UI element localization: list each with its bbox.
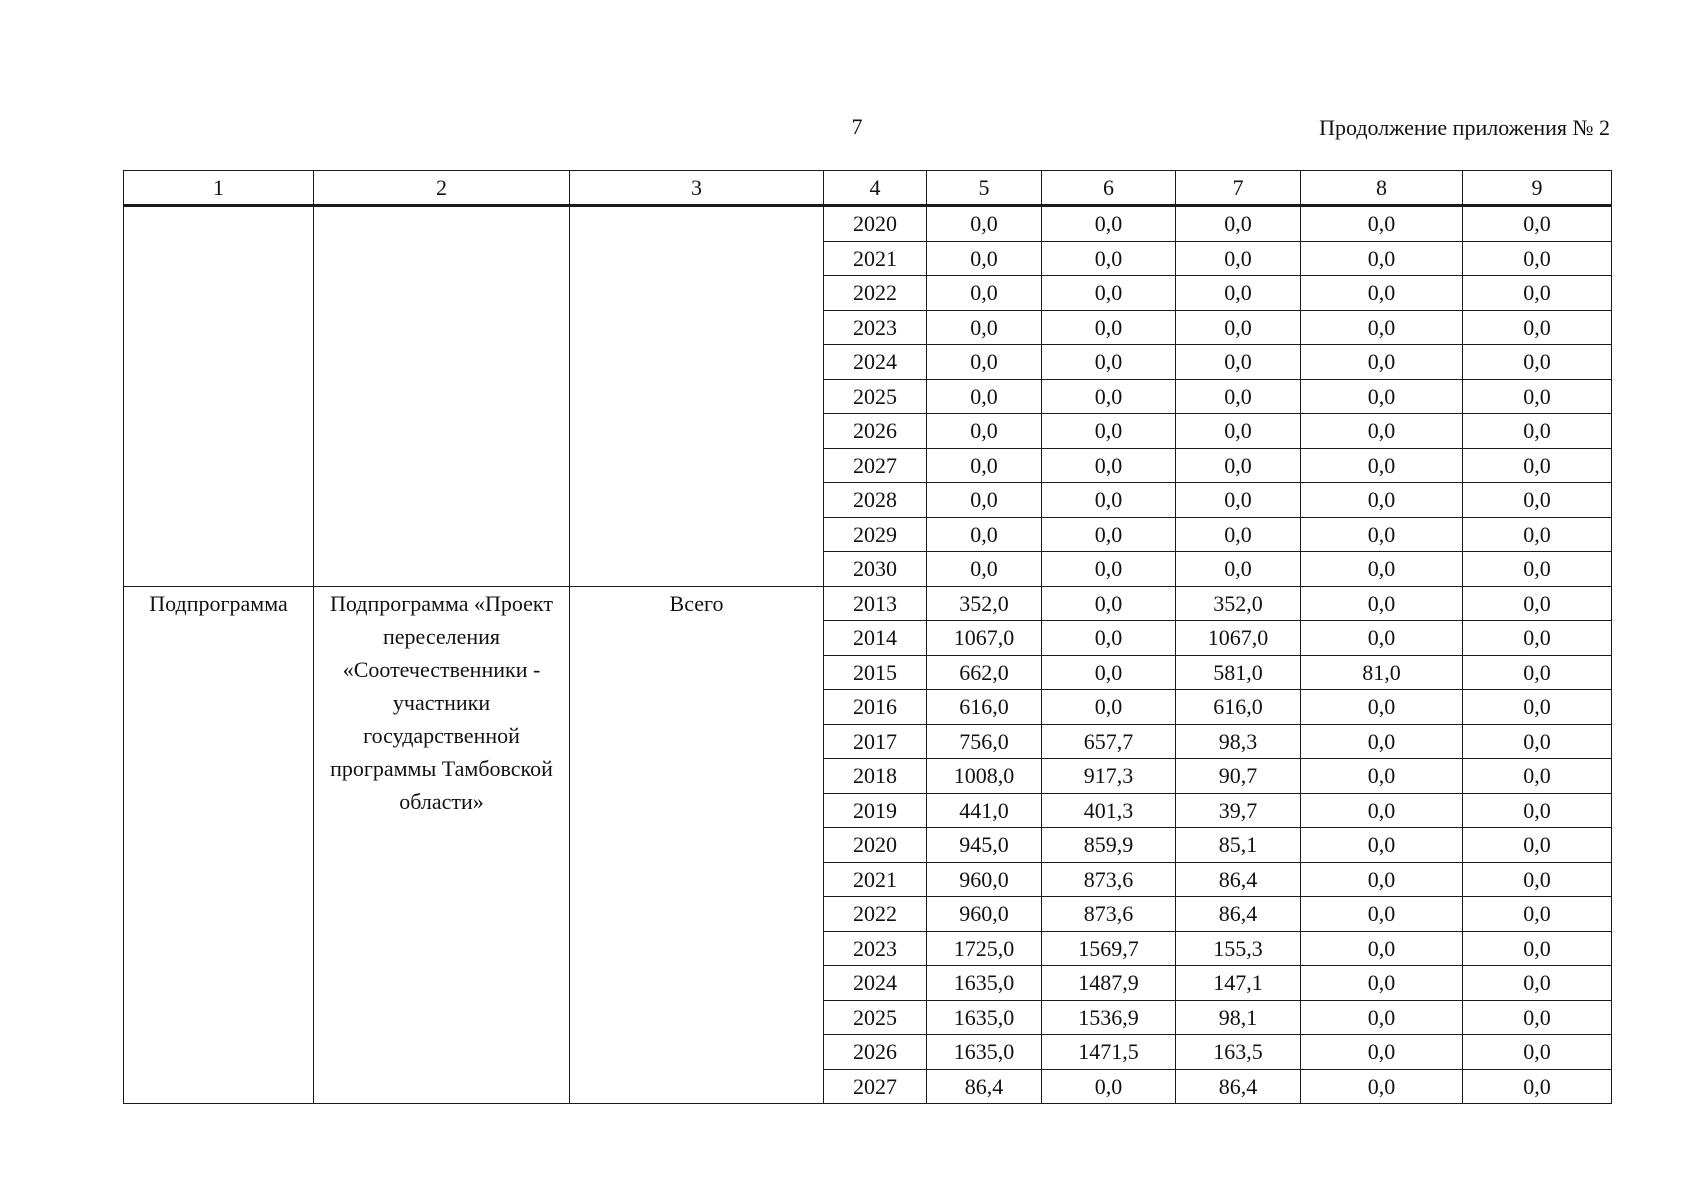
federal-budget-cell: 0,0 (1042, 655, 1176, 690)
local-budget-cell: 0,0 (1301, 1035, 1463, 1070)
extrabudgetary-cell: 0,0 (1463, 1069, 1612, 1104)
local-budget-cell: 0,0 (1301, 690, 1463, 725)
year-cell: 2018 (824, 759, 927, 794)
total-cell: 0,0 (927, 310, 1042, 345)
year-cell: 2017 (824, 724, 927, 759)
regional-budget-cell: 39,7 (1176, 793, 1301, 828)
regional-budget-cell: 352,0 (1176, 586, 1301, 621)
federal-budget-cell: 873,6 (1042, 897, 1176, 932)
federal-budget-cell: 1536,9 (1042, 1000, 1176, 1035)
local-budget-cell: 0,0 (1301, 1069, 1463, 1104)
column-header: 3 (570, 171, 824, 206)
regional-budget-cell: 98,3 (1176, 724, 1301, 759)
year-cell: 2025 (824, 379, 927, 414)
table-body (124, 206, 1612, 1104)
total-cell: 756,0 (927, 724, 1042, 759)
regional-budget-cell: 0,0 (1176, 379, 1301, 414)
local-budget-cell: 0,0 (1301, 793, 1463, 828)
year-cell: 2020 (824, 828, 927, 863)
extrabudgetary-cell: 0,0 (1463, 966, 1612, 1001)
year-cell: 2020 (824, 206, 927, 242)
year-cell: 2022 (824, 276, 927, 311)
federal-budget-cell: 917,3 (1042, 759, 1176, 794)
funding-source-cell (570, 206, 824, 587)
year-cell: 2024 (824, 966, 927, 1001)
regional-budget-cell: 0,0 (1176, 483, 1301, 518)
federal-budget-cell: 0,0 (1042, 379, 1176, 414)
column-header: 4 (824, 171, 927, 206)
regional-budget-cell: 0,0 (1176, 276, 1301, 311)
year-cell: 2023 (824, 931, 927, 966)
local-budget-cell: 0,0 (1301, 448, 1463, 483)
total-cell: 1725,0 (927, 931, 1042, 966)
extrabudgetary-cell: 0,0 (1463, 1000, 1612, 1035)
federal-budget-cell: 0,0 (1042, 448, 1176, 483)
federal-budget-cell: 0,0 (1042, 345, 1176, 380)
regional-budget-cell: 86,4 (1176, 897, 1301, 932)
extrabudgetary-cell: 0,0 (1463, 483, 1612, 518)
column-header: 8 (1301, 171, 1463, 206)
year-cell: 2016 (824, 690, 927, 725)
federal-budget-cell: 0,0 (1042, 517, 1176, 552)
local-budget-cell: 0,0 (1301, 759, 1463, 794)
extrabudgetary-cell: 0,0 (1463, 206, 1612, 242)
local-budget-cell: 0,0 (1301, 276, 1463, 311)
year-cell: 2022 (824, 897, 927, 932)
total-cell: 0,0 (927, 414, 1042, 449)
federal-budget-cell: 0,0 (1042, 1069, 1176, 1104)
year-cell: 2026 (824, 1035, 927, 1070)
total-cell: 0,0 (927, 552, 1042, 587)
regional-budget-cell: 155,3 (1176, 931, 1301, 966)
local-budget-cell: 0,0 (1301, 206, 1463, 242)
regional-budget-cell: 0,0 (1176, 310, 1301, 345)
total-cell: 1635,0 (927, 966, 1042, 1001)
regional-budget-cell: 0,0 (1176, 414, 1301, 449)
total-cell: 0,0 (927, 379, 1042, 414)
extrabudgetary-cell: 0,0 (1463, 448, 1612, 483)
regional-budget-cell: 616,0 (1176, 690, 1301, 725)
year-cell: 2013 (824, 586, 927, 621)
extrabudgetary-cell: 0,0 (1463, 241, 1612, 276)
extrabudgetary-cell: 0,0 (1463, 759, 1612, 794)
status-cell (124, 206, 314, 587)
year-cell: 2014 (824, 621, 927, 656)
funding-source-cell: Всего (570, 586, 824, 1104)
extrabudgetary-cell: 0,0 (1463, 414, 1612, 449)
regional-budget-cell: 85,1 (1176, 828, 1301, 863)
column-header: 6 (1042, 171, 1176, 206)
status-cell: Подпрограмма (124, 586, 314, 1104)
extrabudgetary-cell: 0,0 (1463, 1035, 1612, 1070)
extrabudgetary-cell: 0,0 (1463, 897, 1612, 932)
page-number: 7 (851, 114, 863, 139)
year-cell: 2019 (824, 793, 927, 828)
local-budget-cell: 0,0 (1301, 966, 1463, 1001)
federal-budget-cell: 1569,7 (1042, 931, 1176, 966)
total-cell: 352,0 (927, 586, 1042, 621)
federal-budget-cell: 401,3 (1042, 793, 1176, 828)
regional-budget-cell: 86,4 (1176, 1069, 1301, 1104)
column-header: 7 (1176, 171, 1301, 206)
extrabudgetary-cell: 0,0 (1463, 310, 1612, 345)
year-cell: 2021 (824, 862, 927, 897)
extrabudgetary-cell: 0,0 (1463, 586, 1612, 621)
year-cell: 2023 (824, 310, 927, 345)
regional-budget-cell: 1067,0 (1176, 621, 1301, 656)
total-cell: 945,0 (927, 828, 1042, 863)
total-cell: 0,0 (927, 206, 1042, 242)
total-cell: 0,0 (927, 517, 1042, 552)
header-row (124, 171, 1612, 206)
appendix-caption: Продолжение приложения № 2 (1319, 115, 1610, 140)
year-cell: 2026 (824, 414, 927, 449)
total-cell: 1635,0 (927, 1000, 1042, 1035)
total-cell: 1067,0 (927, 621, 1042, 656)
local-budget-cell: 0,0 (1301, 414, 1463, 449)
federal-budget-cell: 1487,9 (1042, 966, 1176, 1001)
regional-budget-cell: 581,0 (1176, 655, 1301, 690)
extrabudgetary-cell: 0,0 (1463, 276, 1612, 311)
table-row (124, 586, 1612, 621)
total-cell: 0,0 (927, 241, 1042, 276)
local-budget-cell: 0,0 (1301, 517, 1463, 552)
table-row (124, 206, 1612, 242)
extrabudgetary-cell: 0,0 (1463, 621, 1612, 656)
total-cell: 616,0 (927, 690, 1042, 725)
local-budget-cell: 0,0 (1301, 552, 1463, 587)
federal-budget-cell: 0,0 (1042, 310, 1176, 345)
year-cell: 2021 (824, 241, 927, 276)
total-cell: 0,0 (927, 345, 1042, 380)
federal-budget-cell: 1471,5 (1042, 1035, 1176, 1070)
federal-budget-cell: 859,9 (1042, 828, 1176, 863)
program-name-cell (314, 206, 570, 587)
regional-budget-cell: 0,0 (1176, 517, 1301, 552)
federal-budget-cell: 0,0 (1042, 483, 1176, 518)
local-budget-cell: 0,0 (1301, 310, 1463, 345)
column-header: 9 (1463, 171, 1612, 206)
total-cell: 1008,0 (927, 759, 1042, 794)
budget-table (123, 170, 1612, 1104)
local-budget-cell: 0,0 (1301, 345, 1463, 380)
federal-budget-cell: 0,0 (1042, 241, 1176, 276)
year-cell: 2027 (824, 1069, 927, 1104)
program-name-cell: Подпрограмма «Проект переселения «Соотечественники - участники государственной программы Тамбовской области» (314, 586, 570, 1104)
local-budget-cell: 0,0 (1301, 1000, 1463, 1035)
regional-budget-cell: 98,1 (1176, 1000, 1301, 1035)
year-cell: 2028 (824, 483, 927, 518)
regional-budget-cell: 0,0 (1176, 345, 1301, 380)
year-cell: 2025 (824, 1000, 927, 1035)
total-cell: 960,0 (927, 862, 1042, 897)
federal-budget-cell: 0,0 (1042, 586, 1176, 621)
extrabudgetary-cell: 0,0 (1463, 724, 1612, 759)
federal-budget-cell: 0,0 (1042, 552, 1176, 587)
regional-budget-cell: 90,7 (1176, 759, 1301, 794)
federal-budget-cell: 0,0 (1042, 621, 1176, 656)
extrabudgetary-cell: 0,0 (1463, 655, 1612, 690)
column-header: 5 (927, 171, 1042, 206)
extrabudgetary-cell: 0,0 (1463, 345, 1612, 380)
local-budget-cell: 0,0 (1301, 379, 1463, 414)
total-cell: 960,0 (927, 897, 1042, 932)
federal-budget-cell: 0,0 (1042, 690, 1176, 725)
year-cell: 2024 (824, 345, 927, 380)
regional-budget-cell: 163,5 (1176, 1035, 1301, 1070)
extrabudgetary-cell: 0,0 (1463, 793, 1612, 828)
local-budget-cell: 0,0 (1301, 621, 1463, 656)
column-header: 1 (124, 171, 314, 206)
local-budget-cell: 0,0 (1301, 483, 1463, 518)
year-cell: 2027 (824, 448, 927, 483)
regional-budget-cell: 0,0 (1176, 448, 1301, 483)
federal-budget-cell: 0,0 (1042, 414, 1176, 449)
federal-budget-cell: 873,6 (1042, 862, 1176, 897)
extrabudgetary-cell: 0,0 (1463, 517, 1612, 552)
local-budget-cell: 0,0 (1301, 241, 1463, 276)
federal-budget-cell: 0,0 (1042, 206, 1176, 242)
year-cell: 2015 (824, 655, 927, 690)
local-budget-cell: 0,0 (1301, 828, 1463, 863)
extrabudgetary-cell: 0,0 (1463, 828, 1612, 863)
regional-budget-cell: 0,0 (1176, 206, 1301, 242)
regional-budget-cell: 147,1 (1176, 966, 1301, 1001)
local-budget-cell: 0,0 (1301, 931, 1463, 966)
total-cell: 86,4 (927, 1069, 1042, 1104)
extrabudgetary-cell: 0,0 (1463, 690, 1612, 725)
local-budget-cell: 0,0 (1301, 586, 1463, 621)
local-budget-cell: 0,0 (1301, 897, 1463, 932)
year-cell: 2030 (824, 552, 927, 587)
total-cell: 0,0 (927, 483, 1042, 518)
regional-budget-cell: 0,0 (1176, 552, 1301, 587)
regional-budget-cell: 0,0 (1176, 241, 1301, 276)
extrabudgetary-cell: 0,0 (1463, 862, 1612, 897)
extrabudgetary-cell: 0,0 (1463, 931, 1612, 966)
extrabudgetary-cell: 0,0 (1463, 379, 1612, 414)
local-budget-cell: 0,0 (1301, 724, 1463, 759)
federal-budget-cell: 0,0 (1042, 276, 1176, 311)
local-budget-cell: 81,0 (1301, 655, 1463, 690)
total-cell: 441,0 (927, 793, 1042, 828)
column-header: 2 (314, 171, 570, 206)
federal-budget-cell: 657,7 (1042, 724, 1176, 759)
total-cell: 662,0 (927, 655, 1042, 690)
year-cell: 2029 (824, 517, 927, 552)
total-cell: 1635,0 (927, 1035, 1042, 1070)
total-cell: 0,0 (927, 448, 1042, 483)
regional-budget-cell: 86,4 (1176, 862, 1301, 897)
extrabudgetary-cell: 0,0 (1463, 552, 1612, 587)
local-budget-cell: 0,0 (1301, 862, 1463, 897)
total-cell: 0,0 (927, 276, 1042, 311)
